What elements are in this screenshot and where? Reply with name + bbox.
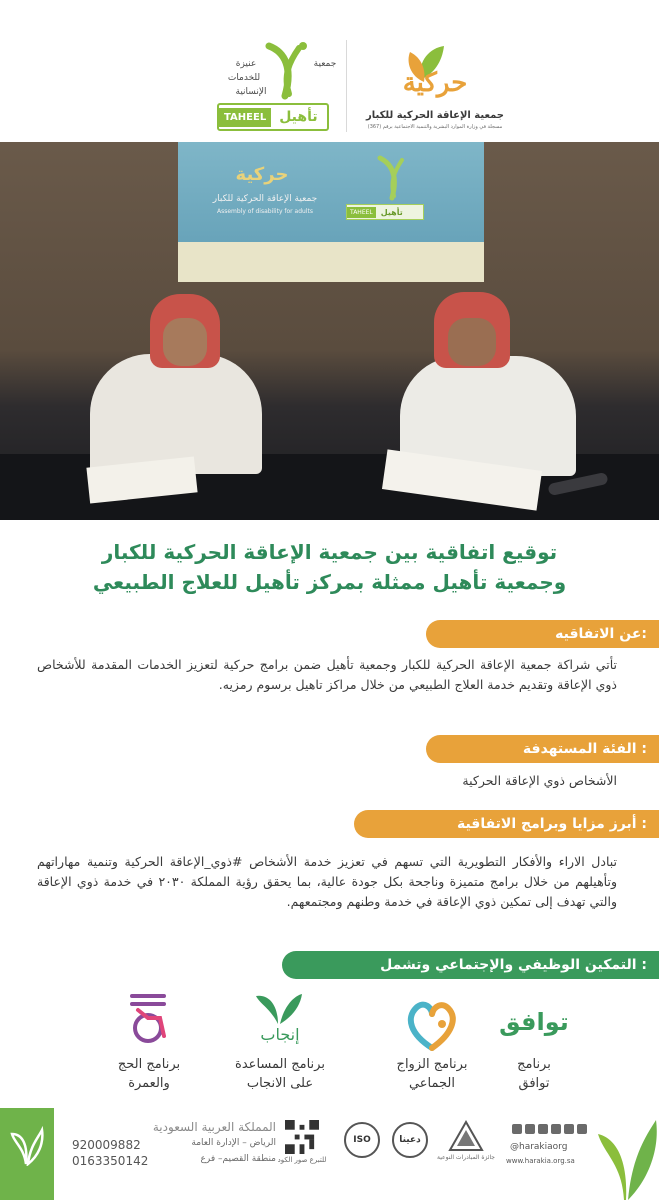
program-hajj-line2: والعمرة — [128, 1076, 170, 1091]
signer-left-face — [163, 318, 207, 366]
taheel-name-line3: للخدمات — [227, 73, 261, 83]
fertility-plant-icon — [254, 990, 304, 1026]
taheel-name-line1: جمعية — [313, 59, 337, 69]
program-tawafuq-icon: توافق — [499, 1008, 569, 1036]
program-tawafuq-line1: برنامج — [517, 1057, 551, 1072]
screen-taheel-ar: تأهيل — [380, 207, 403, 217]
signer-left-body — [90, 354, 262, 474]
screen-harakia-name-en: Assembly of disability for adults — [216, 208, 313, 215]
qr-caption: للتبرع صور الكود — [277, 1156, 327, 1164]
donation-qr-code[interactable] — [285, 1120, 319, 1154]
group-marriage-icon — [402, 994, 462, 1054]
social-icons — [512, 1124, 590, 1138]
taheel-en: TAHEEL — [219, 108, 271, 127]
harakia-logo-script: حركية — [402, 68, 468, 98]
decorative-leaves-icon — [594, 1084, 659, 1200]
program-injab-icon-text: إنجاب — [260, 1025, 300, 1044]
iso-badge — [344, 1122, 380, 1158]
header-divider — [346, 40, 347, 132]
signer-right-face — [448, 318, 496, 366]
footer-phone2: 0163350142 — [72, 1154, 149, 1168]
footer-branch: منطقة القصيم– فرع — [200, 1154, 276, 1164]
empower-label: التمكين الوظيفي والإجتماعي وتشمل : — [282, 951, 659, 979]
taheel-badge — [217, 103, 329, 131]
signing-photo — [0, 142, 659, 520]
program-marriage-line1: برنامج الزواج — [396, 1057, 468, 1072]
youtube-icon[interactable] — [512, 1124, 522, 1134]
award-caption: جائزة المبادرات النوعية — [437, 1154, 495, 1161]
taheel-name-line4: الإنسانية — [235, 87, 267, 97]
screen-taheel-badge — [346, 204, 424, 220]
footer-country: المملكة العربية السعودية — [152, 1120, 276, 1134]
linkedin-icon[interactable] — [525, 1124, 535, 1134]
twitter-icon[interactable] — [538, 1124, 548, 1134]
screen-harakia-name: جمعية الإعاقة الحركية للكبار — [212, 194, 318, 204]
footer-hq: الرياض – الإدارة العامة — [191, 1138, 276, 1148]
screen-taheel-emblem-icon — [372, 152, 412, 202]
taheel-name-line2: عنيزة — [235, 59, 257, 69]
screen-taheel-en: TAHEEL — [347, 207, 376, 218]
daena-badge — [392, 1122, 428, 1158]
snapchat-icon[interactable] — [577, 1124, 587, 1134]
harakia-name: جمعية الإعاقة الحركية للكبار — [365, 110, 505, 121]
harakia-registration: مسجلة في وزارة الموارد البشرية والتنمية الاجتماعية برقم (367) — [367, 124, 503, 130]
about-text: تأتي شراكة جمعية الإعاقة الحركية للكبار وجمعية تأهيل ضمن برامج حركية لتعزيز الخدمات المقدمة للأشخاص ذوي الإعاقة وتقديم خدمة العلاج الطبيعي من خلال مراكز تاهيل برسوم رمزيه. — [37, 657, 617, 692]
target-label: الفئة المستهدفة : — [426, 735, 659, 763]
iso-badge-text: ISO — [353, 1135, 371, 1145]
program-injab-line2: على الانجاب — [246, 1076, 314, 1091]
social-handle[interactable]: @harakiaorg — [510, 1142, 568, 1152]
daena-badge-text: دعينا — [399, 1135, 421, 1145]
projection-screen-footer — [178, 242, 484, 282]
program-tawafuq-line2: توافق — [518, 1076, 550, 1091]
instagram-icon[interactable] — [564, 1124, 574, 1134]
taheel-ar: تأهيل — [279, 109, 318, 125]
about-label: عن الاتفاقيه: — [426, 620, 659, 648]
facebook-icon[interactable] — [551, 1124, 561, 1134]
award-emblem-icon — [448, 1120, 484, 1152]
footer-leaf-icon — [10, 1126, 44, 1166]
title-line1: توقيع اتفاقية بين جمعية الإعاقة الحركية للكبار — [101, 540, 558, 564]
features-text: تبادل الاراء والأفكار التطويرية التي تسهم في تعزيز خدمة الأشخاص #ذوي_الإعاقة الحركية وتنمية مهاراتهم وتأهيلهم من خلال برامج متميزة وناجحة بكل جودة عالية، بما يحقق رؤية المملكة ٢٠٣٠ في خدمة ذوي الإعاقة والتي تهدف إلى تمكين ذوي الإعاقة في خدمة وطنهم ومجتمعهم. — [37, 854, 617, 909]
wheelchair-hajj-icon — [124, 990, 174, 1046]
footer-phone1: 920009882 — [72, 1138, 141, 1152]
program-hajj-line1: برنامج الحج — [117, 1057, 181, 1072]
website[interactable]: www.harakia.org.sa — [506, 1157, 575, 1165]
screen-harakia-logo: حركية — [235, 164, 289, 185]
features-label: أبرز مزايا وبرامج الاتفاقية : — [354, 810, 659, 838]
title-line2: وجمعية تأهيل ممثلة بمركز تأهيل للعلاج الطبيعي — [92, 570, 567, 594]
program-marriage-line2: الجماعي — [408, 1076, 456, 1091]
program-injab-line1: برنامج المساعدة — [235, 1057, 325, 1072]
target-text: الأشخاص ذوي الإعاقة الحركية — [462, 773, 617, 788]
